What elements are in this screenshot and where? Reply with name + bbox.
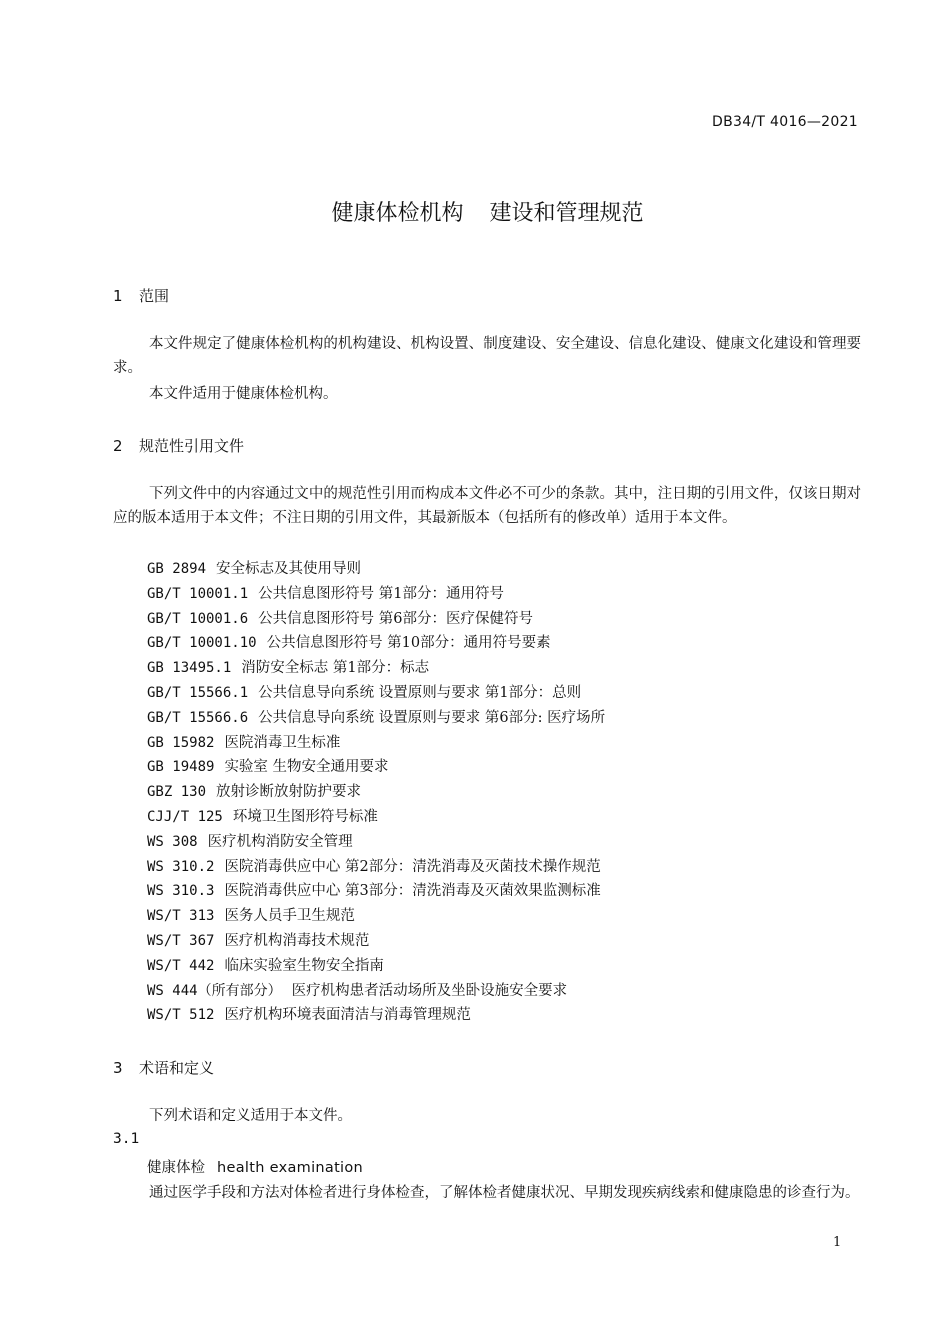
reference-title: 医疗机构消防安全管理 [207, 833, 353, 850]
reference-code: GBZ 130 [147, 784, 207, 801]
reference-item [147, 954, 605, 979]
reference-item [147, 855, 605, 880]
term-chinese: 健康体检 [147, 1160, 205, 1176]
reference-code: WS/T 367 [147, 932, 215, 949]
section-number: 2 [113, 437, 123, 455]
reference-title: 公共信息图形符号 第6部分：医疗保健符号 [258, 610, 533, 627]
reference-title: 医院消毒卫生标准 [224, 734, 341, 751]
document-title [0, 196, 950, 227]
reference-title: 放射诊断放射防护要求 [216, 784, 362, 801]
reference-item [147, 904, 605, 929]
reference-code: GB/T 15566.1 [147, 684, 249, 701]
reference-item [147, 780, 605, 805]
reference-title: 安全标志及其使用导则 [216, 561, 362, 577]
reference-code: GB 13495.1 [147, 660, 232, 677]
reference-title: 医务人员手卫生规范 [224, 908, 355, 925]
section-1-paragraph-1: 本文件规定了健康体检机构的机构建设、机构设置、制度建设、安全建设、信息化建设、健康文化建设和管理要求。 [113, 336, 861, 376]
section-title: 术语和定义 [139, 1059, 215, 1077]
reference-title: 临床实验室生物安全指南 [224, 957, 384, 974]
reference-item [147, 631, 605, 656]
section-1-heading [113, 285, 169, 306]
section-2-intro: 下列文件中的内容通过文中的规范性引用而构成本文件必不可少的条款。其中，注日期的引用文件，仅该日期对应的版本适用于本文件；不注日期的引用文件，其最新版本（包括所有的修改单）适用于本文件。 [113, 486, 861, 526]
reference-code: GB 2894 [147, 561, 207, 577]
reference-code: WS 310.3 [147, 883, 215, 900]
reference-title: 医疗机构环境表面清洁与消毒管理规范 [224, 1007, 471, 1024]
reference-code: GB 15982 [147, 734, 215, 751]
reference-item [147, 656, 605, 681]
term-english: health examination [217, 1160, 364, 1176]
reference-title: 公共信息图形符号 第1部分：通用符号 [258, 585, 504, 602]
reference-title: 公共信息导向系统 设置原则与要求 第1部分：总则 [258, 684, 582, 701]
reference-item [147, 755, 605, 780]
reference-item [147, 582, 605, 607]
term-heading [147, 1156, 363, 1177]
section-3-heading [113, 1057, 214, 1078]
section-number: 3 [113, 1059, 123, 1077]
reference-title: 环境卫生图形符号标准 [232, 808, 378, 825]
reference-item [147, 607, 605, 632]
reference-code: WS 310.2 [147, 858, 215, 875]
reference-code: GB/T 10001.1 [147, 585, 249, 602]
reference-item [147, 731, 605, 756]
reference-item [147, 681, 605, 706]
section-2-heading [113, 435, 244, 456]
title-part-1: 健康体检机构 [331, 201, 464, 226]
reference-code: GB/T 10001.10 [147, 635, 257, 652]
section-title: 范围 [139, 287, 170, 305]
reference-code: WS/T 512 [147, 1007, 215, 1024]
reference-title: 实验室 生物安全通用要求 [224, 759, 389, 776]
reference-code: WS 308 [147, 833, 198, 850]
reference-item [147, 805, 605, 830]
section-1-paragraph-2: 本文件适用于健康体检机构。 [149, 386, 338, 402]
reference-title: 医疗机构消毒技术规范 [224, 932, 370, 949]
title-part-2: 建设和管理规范 [489, 201, 644, 226]
document-code: DB34/T 4016—2021 [712, 114, 858, 130]
reference-title: 医疗机构患者活动场所及坐卧设施安全要求 [291, 982, 568, 999]
reference-item [147, 879, 605, 904]
section-3-intro: 下列术语和定义适用于本文件。 [149, 1108, 352, 1124]
section-number: 1 [113, 287, 123, 305]
reference-title: 医院消毒供应中心 第3部分：清洗消毒及灭菌效果监测标准 [224, 883, 601, 900]
reference-item [147, 979, 605, 1004]
reference-code: GB/T 15566.6 [147, 709, 249, 726]
reference-code: WS/T 442 [147, 957, 215, 974]
page-number: 1 [833, 1235, 842, 1250]
term-definition: 通过医学手段和方法对体检者进行身体检查，了解体检者健康状况、早期发现疾病线索和健康隐患的诊查行为。 [149, 1185, 860, 1201]
reference-code: GB/T 10001.6 [147, 610, 249, 627]
reference-title: 公共信息图形符号 第10部分：通用符号要素 [266, 635, 551, 652]
reference-title: 医院消毒供应中心 第2部分：清洗消毒及灭菌技术操作规范 [224, 858, 601, 875]
reference-item [147, 830, 605, 855]
reference-item [147, 706, 605, 731]
reference-title: 消防安全标志 第1部分：标志 [241, 660, 430, 677]
reference-item [147, 557, 605, 582]
reference-title: 公共信息导向系统 设置原则与要求 第6部分: 医疗场所 [258, 709, 606, 726]
term-number: 3.1 [113, 1131, 140, 1147]
reference-item [147, 929, 605, 954]
reference-code: WS 444（所有部分） [147, 982, 282, 999]
reference-item [147, 1003, 605, 1028]
section-title: 规范性引用文件 [139, 437, 245, 455]
reference-code: GB 19489 [147, 759, 215, 776]
reference-list [147, 557, 605, 1028]
reference-code: CJJ/T 125 [147, 808, 223, 825]
reference-code: WS/T 313 [147, 908, 215, 925]
